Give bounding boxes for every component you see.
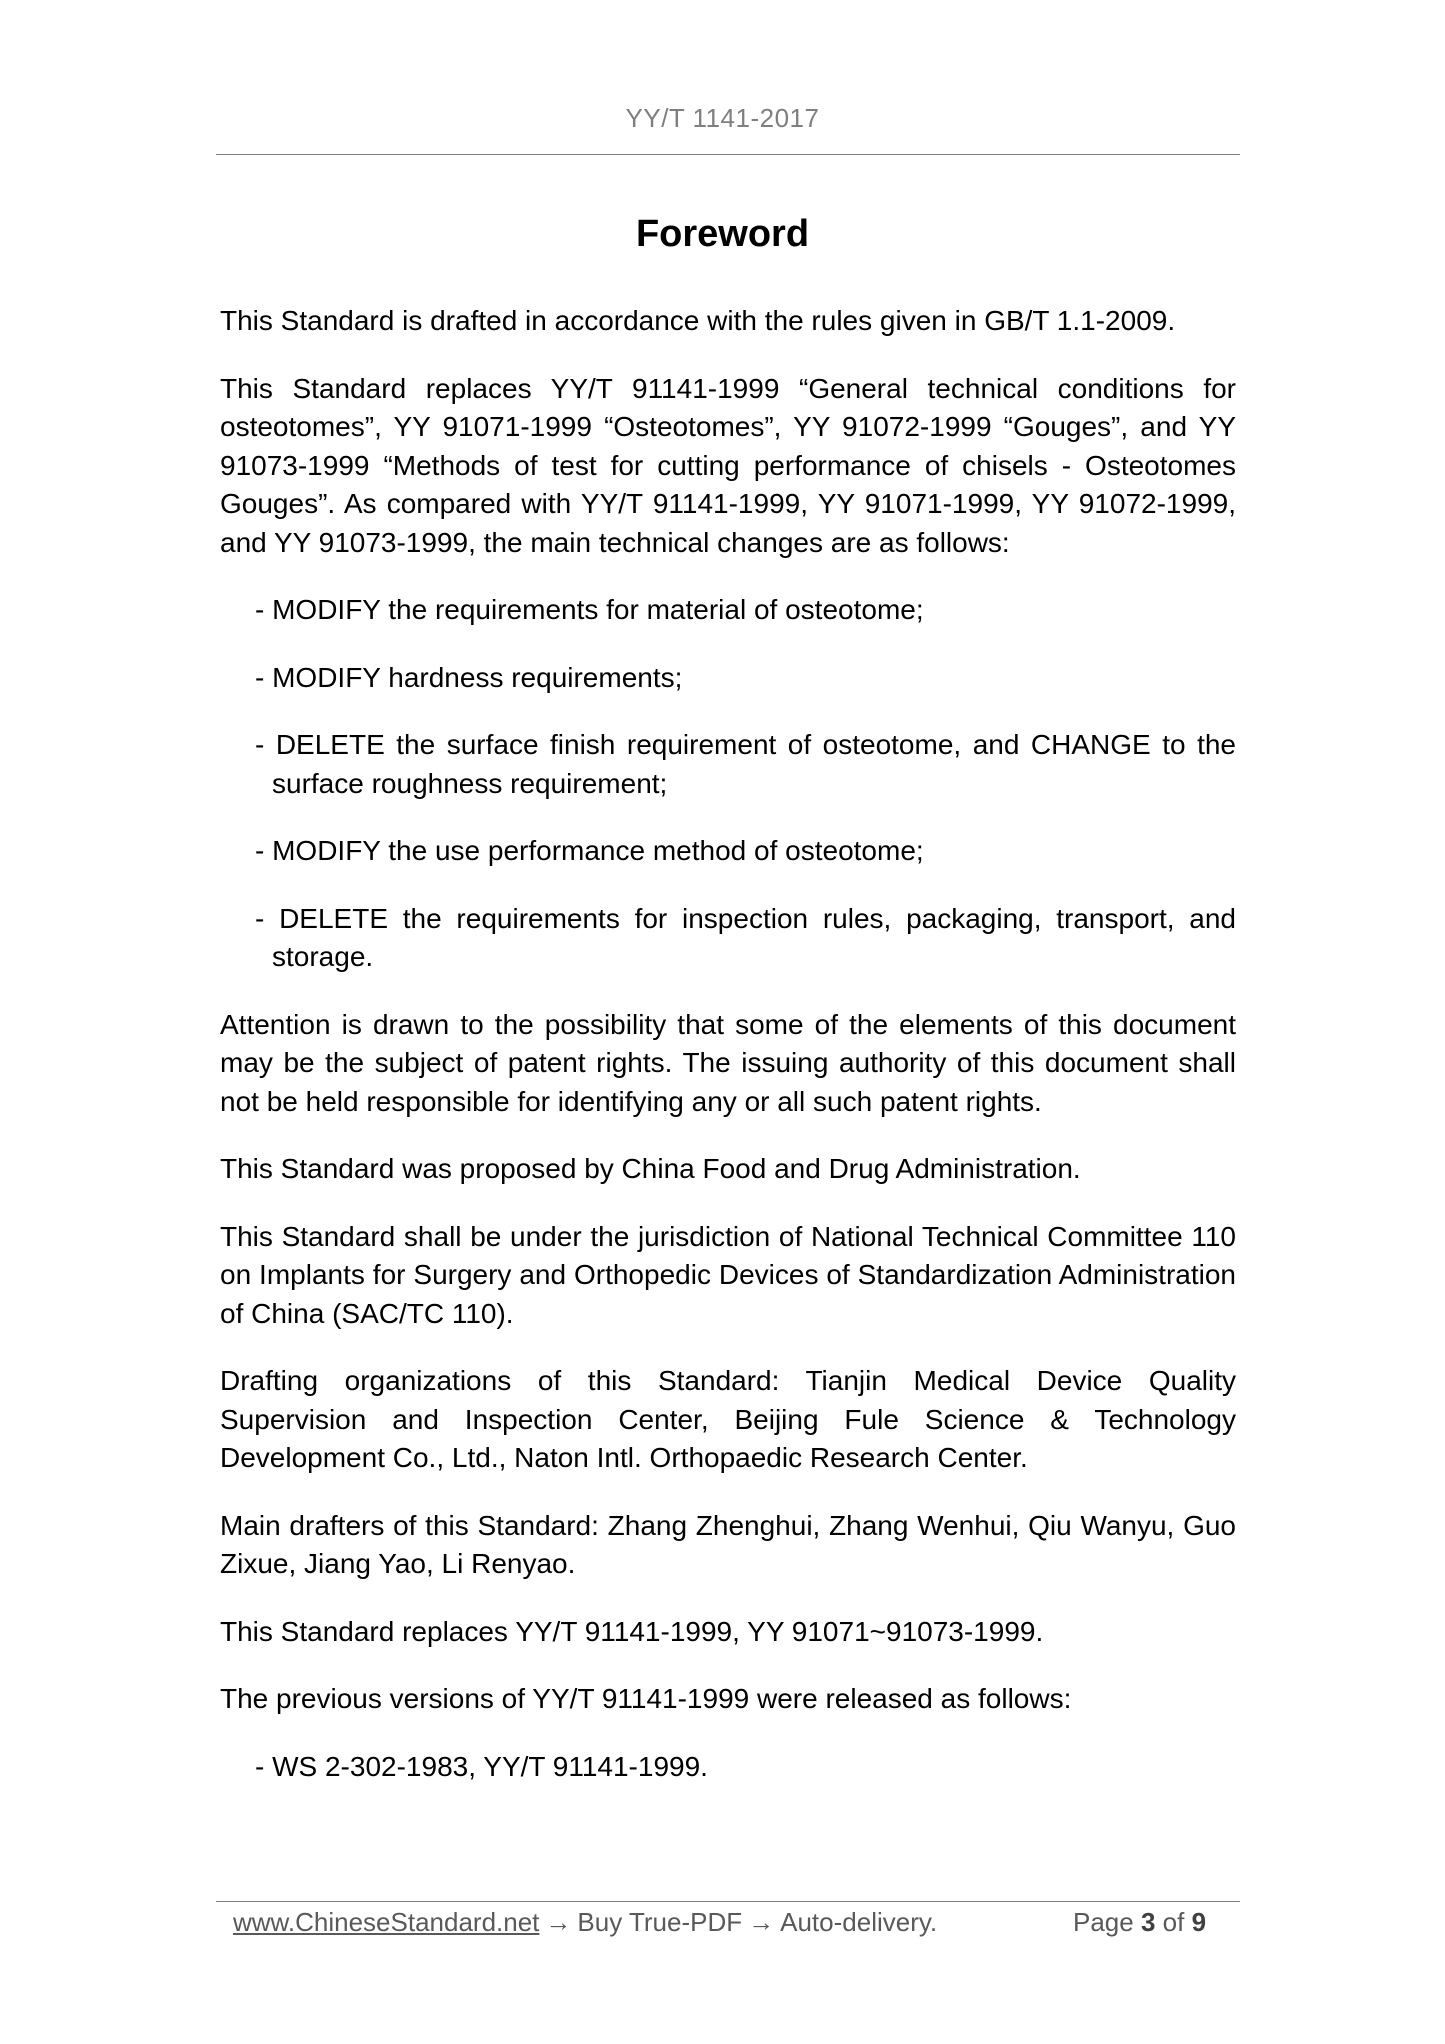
page-total: 9 (1191, 1907, 1207, 1937)
page-of-label: of (1162, 1907, 1185, 1937)
auto-delivery-text: Auto-delivery. (780, 1907, 938, 1937)
document-body (220, 302, 1236, 1815)
change-item: - DELETE the requirements for inspection rules, packaging, transport, and storage. (255, 902, 1236, 972)
paragraph-proposer: This Standard was proposed by China Food and Drug Administration. (220, 1153, 1081, 1184)
footer-divider (216, 1901, 1240, 1902)
paragraph-previous-versions-intro: The previous versions of YY/T 91141-1999 were released as follows: (220, 1683, 1072, 1714)
website-link[interactable]: www.ChineseStandard.net (233, 1907, 540, 1937)
arrow-right-icon: → (748, 1907, 775, 1937)
page-title: Foreword (635, 213, 810, 255)
change-item: - MODIFY the requirements for material of osteotome; (255, 594, 924, 625)
change-item: - MODIFY the use performance method of osteotome; (255, 835, 924, 866)
paragraph-drafting-rules: This Standard is drafted in accordance with the rules given in GB/T 1.1-2009. (220, 305, 1176, 336)
page-label: Page (1073, 1907, 1134, 1937)
page-number (1073, 1907, 1206, 1938)
document-code-header: YY/T 1141-2017 (625, 103, 820, 133)
paragraph-patent-notice: Attention is drawn to the possibility that some of the elements of this document may be the subject of patent rights. The issuing authority of this document shall not be held responsible for identifying any or all such patent rights. (220, 1008, 1236, 1117)
page-current: 3 (1140, 1907, 1156, 1937)
change-item: - DELETE the surface finish requirement of osteotome, and CHANGE to the surface roughness requirement; (255, 729, 1236, 799)
change-item: - MODIFY hardness requirements; (255, 661, 683, 693)
header-divider (216, 154, 1240, 155)
paragraph-main-drafters: Main drafters of this Standard: Zhang Zhenghui, Zhang Wenhui, Qiu Wanyu, Guo Zixue, Jiang Yao, Li Renyao. (220, 1509, 1236, 1579)
arrow-right-icon: → (545, 1907, 572, 1937)
previous-versions-item: - WS 2-302-1983, YY/T 91141-1999. (255, 1750, 708, 1782)
buy-true-pdf-text: Buy True-PDF (577, 1907, 743, 1937)
paragraph-jurisdiction: This Standard shall be under the jurisdiction of National Technical Committee 110 on Implants for Surgery and Orthopedic Devices of Standardization Administration of China (SAC/TC 110). (220, 1220, 1236, 1329)
page-footer (233, 1907, 1233, 1938)
paragraph-replaces: This Standard replaces YY/T 91141-1999, YY 91071~91073-1999. (220, 1615, 1044, 1647)
paragraph-replacement-summary: This Standard replaces YY/T 91141-1999 “General technical conditions for osteotomes”, YY 91071-1999 “Osteotomes”, YY 91072-1999 “Gouges”, and YY 91073-1999 “Methods of test for cutting performance of chisels - Osteotomes Gouges”. As compared with YY/T 91141-1999, YY 91071-1999, YY 91072-1999, and YY 91073-1999, the main technical changes are as follows: (220, 372, 1236, 558)
paragraph-drafting-organizations: Drafting organizations of this Standard: Tianjin Medical Device Quality Supervision and Inspection Center, Beijing Fule Science & Technology Development Co., Ltd., Naton Intl. Orthopaedic Research Center. (220, 1365, 1236, 1473)
